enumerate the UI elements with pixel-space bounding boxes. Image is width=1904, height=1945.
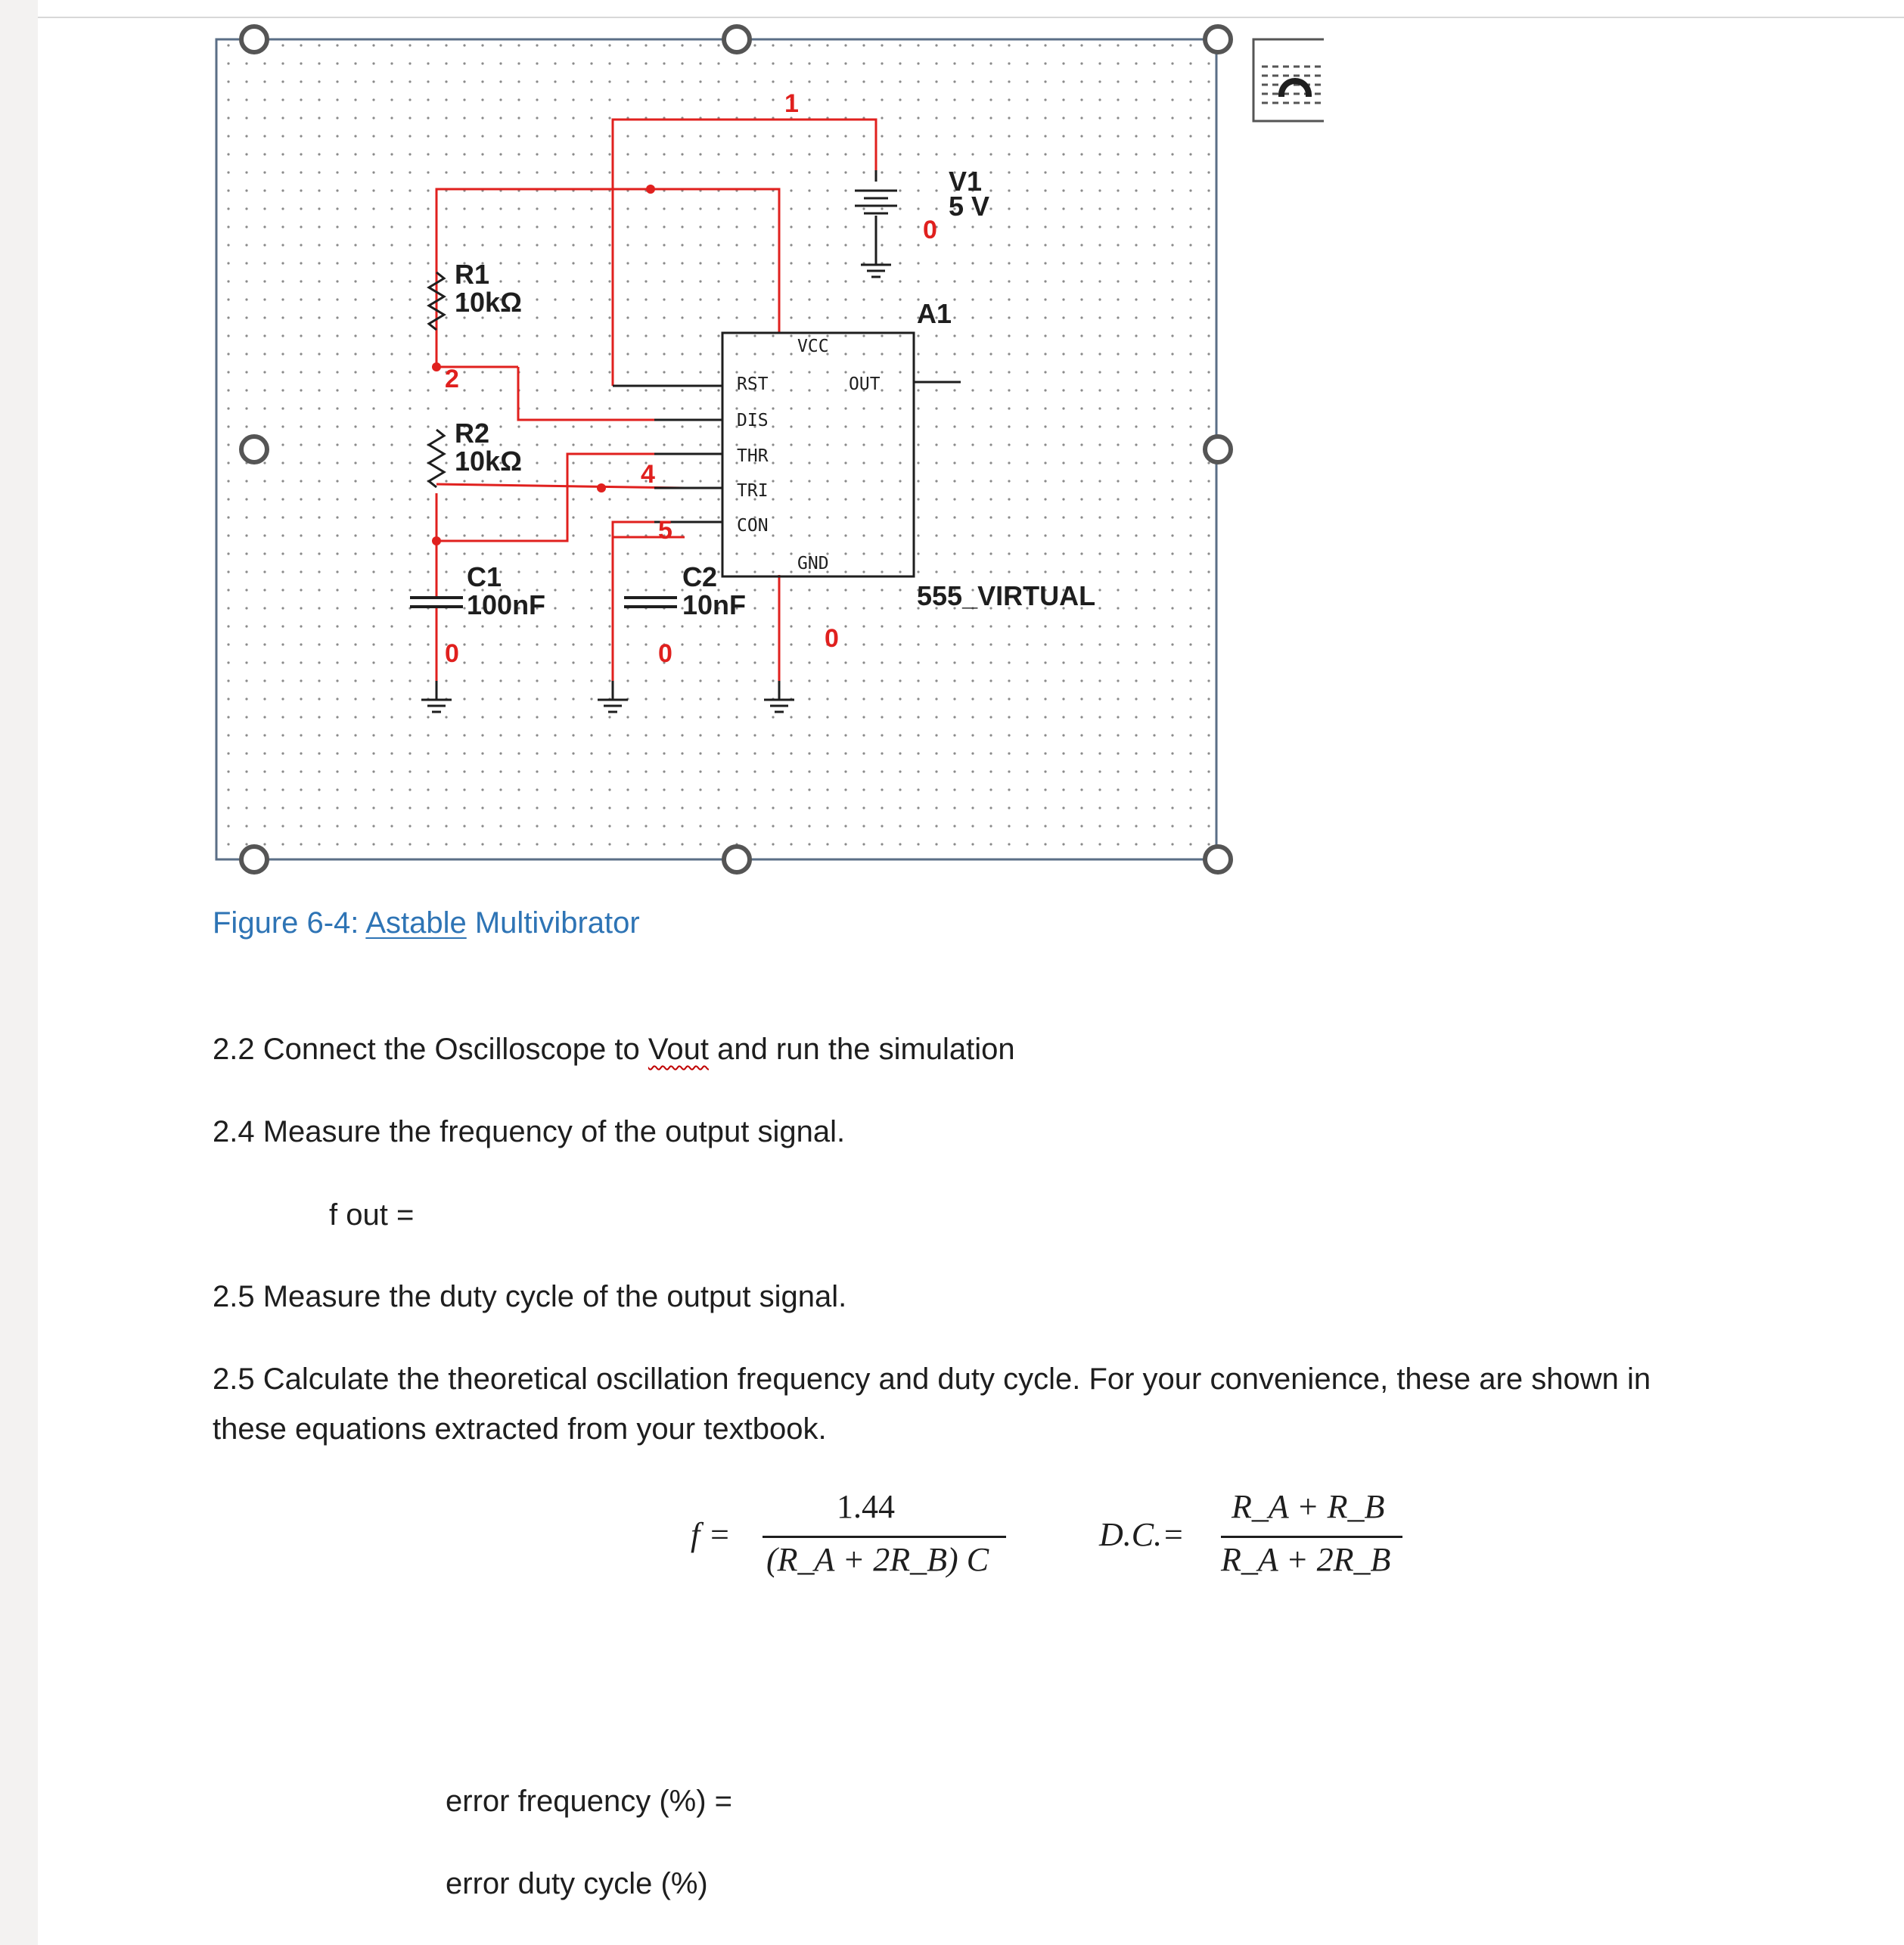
- step-2-2-text-a: 2.2 Connect the Oscilloscope to: [213, 1033, 648, 1066]
- resize-handle-top-left[interactable]: [241, 26, 267, 52]
- a1-model-label: 555_VIRTUAL: [917, 580, 1096, 611]
- node-4-label: 4: [641, 460, 655, 489]
- pin-thr-label: THR: [737, 446, 769, 466]
- node-0-v1-label: 0: [923, 216, 937, 244]
- freq-eq-numerator: 1.44: [837, 1488, 895, 1525]
- layout-options-button[interactable]: [1253, 39, 1324, 121]
- step-2-5a: 2.5 Measure the duty cycle of the output signal.: [213, 1280, 847, 1313]
- pin-tri-label: TRI: [737, 481, 769, 501]
- resize-handle-bottom-right[interactable]: [1205, 847, 1231, 872]
- schematic-grid: [216, 39, 1216, 859]
- pin-out-label: OUT: [849, 374, 881, 394]
- schematic-image[interactable]: [38, 0, 1324, 893]
- pin-gnd-label: GND: [797, 554, 829, 573]
- caption-link[interactable]: Astable: [365, 906, 467, 940]
- pin-con-label: CON: [737, 516, 769, 536]
- step-2-2-text-b: and run the simulation: [708, 1033, 1015, 1066]
- dc-eq-numerator: R_A + R_B: [1232, 1488, 1385, 1525]
- resize-handle-top-right[interactable]: [1205, 26, 1231, 52]
- freq-eq-fraction-bar: [763, 1536, 1006, 1538]
- figure-caption: [213, 906, 640, 940]
- freq-eq-lhs: f =: [691, 1516, 731, 1553]
- node-0-c2-label: 0: [658, 639, 672, 668]
- dc-eq-fraction-bar: [1221, 1536, 1402, 1538]
- node-0-c1-label: 0: [445, 639, 459, 668]
- pin-vcc-label: VCC: [797, 337, 829, 356]
- caption-prefix: Figure 6-4:: [213, 906, 366, 940]
- fout-label: f out =: [329, 1198, 415, 1232]
- step-2-4: 2.4 Measure the frequency of the output signal.: [213, 1115, 846, 1148]
- c1-ref-label: C1: [467, 561, 502, 592]
- document-page: [38, 0, 1904, 1945]
- r2-ref-label: R2: [455, 418, 490, 449]
- v1-ref-label: V1: [949, 166, 983, 197]
- r1-ref-label: R1: [455, 259, 490, 290]
- r2-value-label: 10kΩ: [455, 446, 522, 477]
- step-2-5b-line1: 2.5 Calculate the theoretical oscillation frequency and duty cycle. For your convenience, these are shown in: [213, 1362, 1651, 1396]
- dc-eq-denominator: R_A + 2R_B: [1221, 1541, 1391, 1578]
- c2-ref-label: C2: [682, 561, 718, 592]
- resize-handle-bottom-left[interactable]: [241, 847, 267, 872]
- c2-value-label: 10nF: [682, 589, 747, 620]
- node-0-ic-label: 0: [825, 624, 839, 653]
- c1-value-label: 100nF: [467, 589, 546, 620]
- caption-suffix: Multivibrator: [466, 906, 640, 940]
- node-5-label: 5: [658, 516, 672, 545]
- pin-dis-label: DIS: [737, 411, 769, 430]
- dc-eq-lhs: D.C.=: [1099, 1516, 1185, 1553]
- v1-value-label: 5 V: [949, 191, 990, 222]
- freq-eq-denominator: (R_A + 2R_B) C: [766, 1541, 989, 1578]
- vout-spellcheck-word[interactable]: Vout: [648, 1033, 709, 1066]
- pin-rst-label: RST: [737, 374, 769, 394]
- error-frequency-label: error frequency (%) =: [446, 1785, 733, 1818]
- a1-ref-label: A1: [917, 298, 952, 329]
- resize-handle-left[interactable]: [241, 437, 267, 462]
- resize-handle-bottom[interactable]: [724, 847, 750, 872]
- error-duty-cycle-label: error duty cycle (%): [446, 1867, 708, 1900]
- node-1-label: 1: [784, 89, 799, 118]
- step-2-5b-line2: these equations extracted from your textbook.: [213, 1412, 827, 1446]
- r1-value-label: 10kΩ: [455, 287, 522, 318]
- step-2-2: [213, 1033, 1015, 1067]
- resize-handle-right[interactable]: [1205, 437, 1231, 462]
- resize-handle-top[interactable]: [724, 26, 750, 52]
- node-2-label: 2: [445, 365, 459, 393]
